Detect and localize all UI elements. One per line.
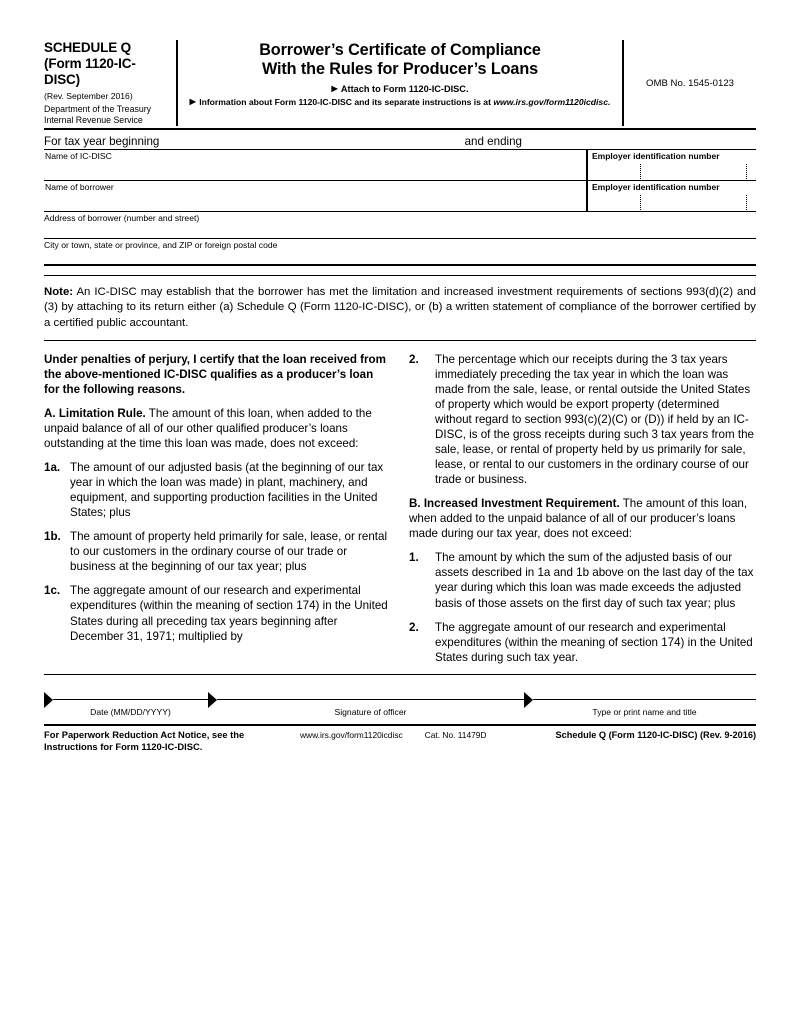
ein-dotted-dividers-1 bbox=[592, 164, 754, 179]
list-item-2-text: The percentage which our receipts during the 3 tax years immediately preceding the tax year in which the loan was made from the sale, lease, or rental outside the United States of property which would be export property (determined without regard to section 993(c)(2)(C) or (D)) if held by an IC-DISC, is of the gross receipts during such 3 tax years from the sale, lease, or rental of property held by us primarily for sale, lease, or rental to our customers in the ordinary course of our trade or business. bbox=[435, 352, 754, 487]
right-triangle-icon-4 bbox=[208, 692, 217, 708]
section-b-item-2-text: The aggregate amount of our research and experimental expenditures (within the meaning of section 174) in the United States during such tax year. bbox=[435, 620, 753, 664]
list-item-2-number: 2. bbox=[409, 352, 419, 366]
schedule-q-form bbox=[44, 40, 756, 752]
note-label: Note: bbox=[44, 286, 74, 299]
main-title-line2: With the Rules for Producer’s Loans bbox=[261, 59, 539, 78]
certification-body bbox=[44, 352, 756, 675]
department-block bbox=[44, 104, 170, 127]
list-item-1a-text: The amount of our adjusted basis (at the beginning of our tax year in which the loan was made) in plant, machinery, and equipment, and supporting production facilities in the United States; plus bbox=[70, 460, 384, 520]
print-name-label: Type or print name and title bbox=[592, 706, 697, 717]
right-triangle-icon: ▶ bbox=[331, 83, 339, 93]
icdisc-ein-label: Employer identification number bbox=[592, 151, 720, 162]
right-triangle-icon-2: ▶ bbox=[189, 96, 197, 106]
catalog-number: Cat. No. 11479D bbox=[424, 729, 487, 740]
section-b-item-2-number: 2. bbox=[409, 620, 419, 634]
section-a-text: The amount of this loan, when added to the unpaid balance of all of our other qualified producer’s loans outstanding at the time this loan was made, does not exceed: bbox=[44, 406, 372, 450]
paperwork-notice bbox=[44, 729, 294, 753]
footer-form-id: Schedule Q (Form 1120-IC-DISC) (Rev. 9-2016) bbox=[555, 729, 756, 740]
officer-signature-block[interactable] bbox=[208, 689, 524, 720]
note-text: An IC-DISC may establish that the borrower has met the limitation and increased investment requirements of sections 993(d)(2) and (3) by attaching to its return either (a) Schedule Q (Form 1120-IC-DISC), or (b) a written statement of compliance of the borrower certified by a certified public accountant. bbox=[44, 286, 756, 329]
main-title-line1: Borrower’s Certificate of Compliance bbox=[259, 41, 541, 59]
footer-middle bbox=[294, 729, 556, 740]
list-item-1a bbox=[44, 460, 391, 520]
note-paragraph bbox=[44, 285, 756, 330]
schedule-title-line1: SCHEDULE Q bbox=[44, 40, 132, 55]
list-item-1a-number: 1a. bbox=[44, 460, 61, 474]
section-b-item-2 bbox=[409, 620, 756, 665]
name-of-icdisc-field[interactable] bbox=[44, 150, 588, 180]
date-label: Date (MM/DD/YYYY) bbox=[90, 706, 171, 717]
form-footer bbox=[44, 724, 756, 753]
omb-number: OMB No. 1545-0123 bbox=[646, 77, 734, 89]
officer-signature-label: Signature of officer bbox=[334, 706, 407, 717]
department-line2: Internal Revenue Service bbox=[44, 115, 143, 126]
form-main-title bbox=[184, 41, 616, 79]
attach-instruction bbox=[184, 84, 616, 94]
name-of-borrower-field[interactable] bbox=[44, 181, 588, 211]
ein-dotted-dividers-2 bbox=[592, 195, 754, 210]
paperwork-notice-line1: For Paperwork Reduction Act Notice, see the bbox=[44, 728, 245, 740]
section-b-item-1-text: The amount by which the sum of the adjusted basis of our assets described in 1a and 1b above on the last day of the tax year during which this loan was made exceeds the adjusted basis of those assets on the first day of such tax year; plus bbox=[435, 551, 754, 610]
perjury-statement: Under penalties of perjury, I certify that the loan received from the above-mentioned IC-DISC qualifies as a producer’s loan for the following reasons. bbox=[44, 352, 386, 396]
entity-information-section bbox=[44, 130, 756, 266]
section-b-item-1 bbox=[409, 550, 756, 610]
city-label: City or town, state or province, and ZIP or foreign postal code bbox=[44, 240, 278, 251]
schedule-title-line2: (Form 1120-IC-DISC) bbox=[44, 55, 136, 87]
icdisc-ein-field[interactable] bbox=[588, 150, 756, 180]
schedule-title bbox=[44, 40, 170, 88]
header-left-block bbox=[44, 40, 178, 126]
right-column bbox=[409, 352, 756, 665]
tax-year-row bbox=[44, 130, 756, 150]
section-a-paragraph bbox=[44, 406, 391, 451]
name-of-icdisc-label: Name of IC-DISC bbox=[45, 151, 112, 162]
print-name-block[interactable] bbox=[524, 689, 756, 720]
footer-url[interactable]: www.irs.gov/form1120icdisc bbox=[300, 729, 403, 740]
borrower-ein-label: Employer identification number bbox=[592, 182, 720, 193]
tax-year-beginning-label: For tax year beginning bbox=[44, 135, 160, 149]
borrower-ein-field[interactable] bbox=[588, 181, 756, 211]
form-header bbox=[44, 40, 756, 130]
city-field[interactable] bbox=[44, 239, 756, 266]
section-b-heading: B. Increased Investment Requirement. bbox=[409, 497, 620, 511]
list-item-1c-number: 1c. bbox=[44, 584, 61, 598]
info-url-link[interactable]: www.irs.gov/form1120icdisc. bbox=[493, 96, 611, 107]
department-line1: Department of the Treasury bbox=[44, 103, 152, 114]
borrower-name-row bbox=[44, 181, 756, 212]
icdisc-name-row bbox=[44, 150, 756, 181]
list-item-1b-number: 1b. bbox=[44, 530, 61, 544]
attach-instruction-text: Attach to Form 1120-IC-DISC. bbox=[340, 83, 469, 94]
address-label: Address of borrower (number and street) bbox=[44, 213, 200, 224]
list-item-1b-text: The amount of property held primarily for sale, lease, or rental to our customers in the ordinary course of our trade or business at the beginning of our tax year; plus bbox=[70, 530, 388, 574]
date-input[interactable] bbox=[53, 699, 208, 720]
info-instruction-text: Information about Form 1120-IC-DISC and its separate instructions is at bbox=[199, 96, 494, 107]
tax-year-ending-label: and ending bbox=[464, 135, 522, 149]
list-item-2-left-continued bbox=[409, 352, 756, 488]
list-item-1c bbox=[44, 583, 391, 643]
note-section bbox=[44, 275, 756, 340]
header-title-block bbox=[178, 40, 624, 126]
address-field[interactable] bbox=[44, 212, 756, 239]
signature-section bbox=[44, 689, 756, 720]
info-instruction bbox=[184, 97, 616, 107]
list-item-1b bbox=[44, 529, 391, 574]
right-triangle-icon-5 bbox=[524, 692, 533, 708]
section-b-item-1-number: 1. bbox=[409, 551, 419, 565]
section-a-heading: A. Limitation Rule. bbox=[44, 406, 146, 420]
date-signature-block[interactable] bbox=[44, 689, 208, 720]
print-name-input[interactable] bbox=[533, 699, 756, 720]
right-triangle-icon-3 bbox=[44, 692, 53, 708]
officer-signature-input[interactable] bbox=[217, 699, 524, 720]
left-column bbox=[44, 352, 391, 665]
section-b-text: The amount of this loan, when added to the unpaid balance of all of our producer’s loans made during our tax year, does not exceed: bbox=[409, 497, 748, 541]
name-of-borrower-label: Name of borrower bbox=[45, 182, 114, 193]
paperwork-notice-line2: Instructions for Form 1120-IC-DISC. bbox=[44, 740, 203, 752]
list-item-1c-text: The aggregate amount of our research and experimental expenditures (within the meaning of section 174) in the United States during all preceding tax years beginning after December 31, 1971; multiplied by bbox=[70, 584, 388, 643]
revision-date: (Rev. September 2016) bbox=[44, 90, 133, 101]
section-b-paragraph bbox=[409, 496, 756, 541]
